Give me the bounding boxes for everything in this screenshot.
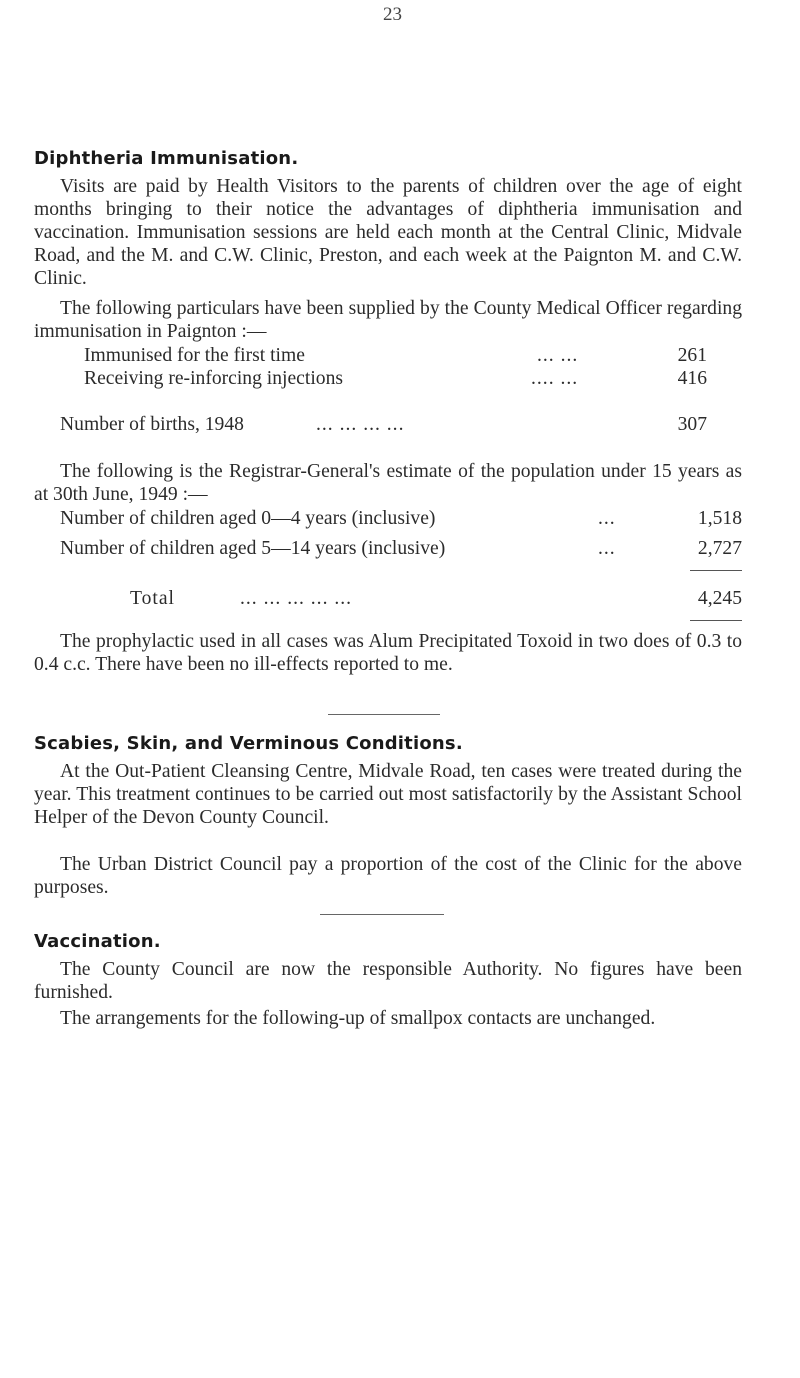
diphtheria-paragraph-population: The following is the Registrar-General's estimate of the population under 15 years as at 30th June, 1949 :—	[34, 461, 742, 505]
population-value-0-4: 1,518	[697, 508, 742, 529]
population-label-0-4: Number of children aged 0—4 years (inclusive)	[60, 508, 436, 529]
vaccination-paragraph-smallpox: The arrangements for the following-up of smallpox contacts are unchanged.	[60, 1008, 656, 1029]
diphtheria-paragraph-prophylactic: The prophylactic used in all cases was Alum Precipitated Toxoid in two does of 0.3 to 0.4 c.c. There have been no ill-effects reported to me.	[34, 631, 742, 675]
stat-label-reinforcing: Receiving re-inforcing injections	[84, 368, 343, 389]
stat-label-immunised-first: Immunised for the first time	[84, 345, 305, 366]
section-heading-scabies: Scabies, Skin, and Verminous Conditions.	[34, 733, 463, 754]
stat-value-immunised-first: 261	[677, 345, 707, 366]
page-number: 23	[383, 4, 402, 25]
section-heading-diphtheria: Diphtheria Immunisation.	[34, 148, 299, 169]
population-value-5-14: 2,727	[697, 538, 742, 559]
stat-dots-immunised-first: ... ...	[537, 345, 579, 366]
births-dots: ... ... ... ...	[316, 414, 405, 435]
scabies-paragraph-cleansing: At the Out-Patient Cleansing Centre, Midvale Road, ten cases were treated during the year. This treatment continues to be carried out most satisfactorily by the Assistant School Helper of the Devon County Council.	[34, 761, 742, 828]
population-dots-0-4: ...	[598, 508, 616, 529]
stat-value-reinforcing: 416	[677, 368, 707, 389]
subtotal-rule	[690, 570, 742, 571]
total-label: Total	[130, 588, 175, 609]
stat-dots-reinforcing: .... ...	[531, 368, 579, 389]
scabies-paragraph-council: The Urban District Council pay a proportion of the cost of the Clinic for the above purposes.	[34, 854, 742, 898]
total-value: 4,245	[697, 588, 742, 609]
section-heading-vaccination: Vaccination.	[34, 931, 161, 952]
total-rule	[690, 620, 742, 621]
vaccination-paragraph-authority: The County Council are now the responsible Authority. No figures have been furnished.	[34, 959, 742, 1003]
births-label: Number of births, 1948	[60, 414, 244, 435]
total-dots: ... ... ... ... ...	[240, 588, 353, 609]
births-value: 307	[677, 414, 707, 435]
population-dots-5-14: ...	[598, 538, 616, 559]
population-label-5-14: Number of children aged 5—14 years (inclusive)	[60, 538, 446, 559]
section-divider	[320, 914, 444, 915]
diphtheria-paragraph-visits: Visits are paid by Health Visitors to the parents of children over the age of eight months bringing to their notice the advantages of diphtheria immunisation and vaccination. Immunisation sessions are held each month at the Central Clinic, Midvale Road, and the M. and C.W. Clinic, Preston, and each week at the Paignton M. and C.W. Clinic.	[34, 176, 742, 289]
diphtheria-paragraph-particulars: The following particulars have been supplied by the County Medical Officer regarding immunisation in Paignton :—	[34, 298, 742, 342]
section-divider	[328, 714, 440, 715]
